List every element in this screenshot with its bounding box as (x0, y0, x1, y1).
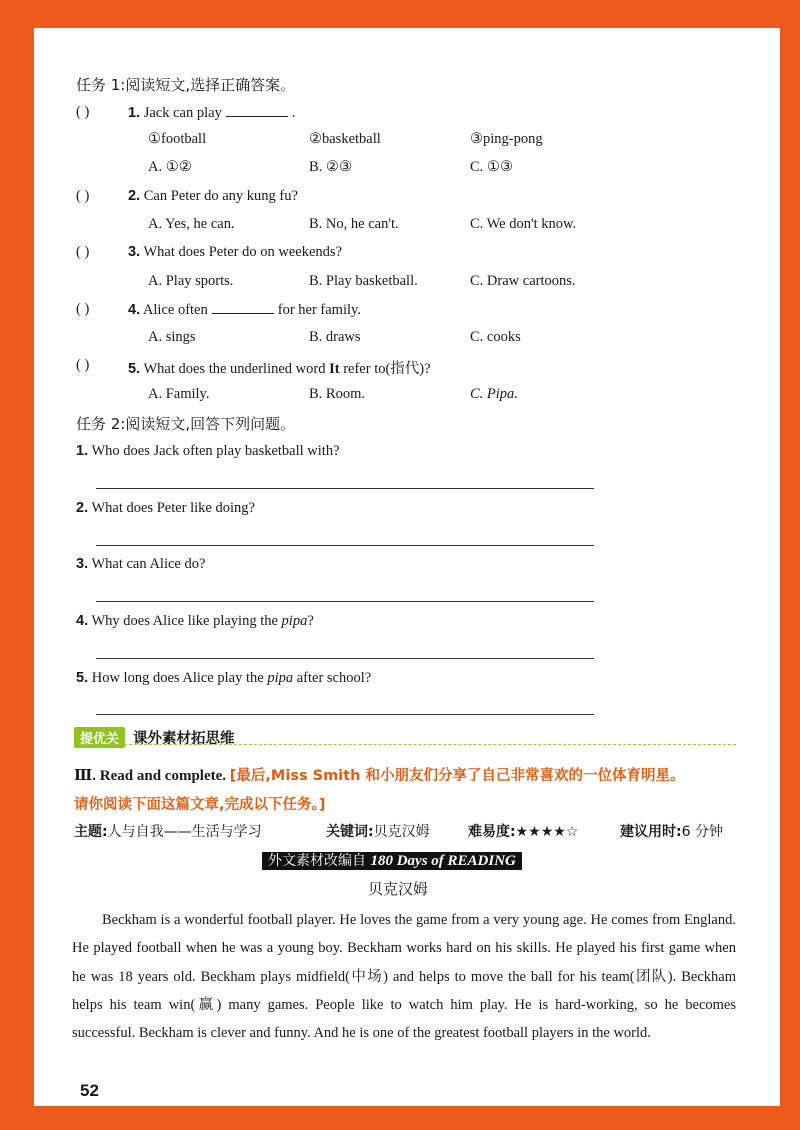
choice: ②basketball (309, 131, 381, 147)
option-c[interactable]: C. Draw cartoons. (470, 273, 576, 289)
mc-question-2: 2. Can Peter do any kung fu? (128, 188, 298, 204)
choice: ③ping-pong (470, 131, 543, 147)
answer-line[interactable] (96, 658, 594, 659)
option-a[interactable]: A. ①② (148, 159, 192, 175)
instruction-line-2: 请你阅读下面这篇文章,完成以下任务。] (74, 797, 326, 813)
meta-keyword: 关键词:贝克汉姆 (326, 824, 430, 840)
fill-blank[interactable] (212, 301, 274, 314)
mc-question-1: 1. Jack can play . (128, 105, 296, 121)
task2-title: 任务 2:阅读短文,回答下列问题。 (76, 415, 296, 433)
level-badge: 提优关 (74, 727, 125, 748)
answer-paren[interactable]: ( ) (76, 244, 90, 260)
option-c[interactable]: C. ①③ (470, 159, 513, 175)
mc-question-5: 5. What does the underlined word It refer to(指代)? (128, 361, 431, 377)
answer-line[interactable] (96, 601, 594, 602)
open-question-5: 5. How long does Alice play the pipa after school? (76, 670, 372, 686)
fill-blank[interactable] (226, 104, 288, 117)
option-a[interactable]: A. Yes, he can. (148, 216, 235, 232)
answer-paren[interactable]: ( ) (76, 188, 90, 204)
choice: ①football (148, 131, 207, 147)
option-c[interactable]: C. Pipa. (470, 386, 518, 402)
answer-paren[interactable]: ( ) (76, 301, 90, 317)
open-question-2: 2. What does Peter like doing? (76, 500, 255, 516)
answer-paren[interactable]: ( ) (76, 104, 90, 120)
answer-line[interactable] (96, 545, 594, 546)
option-b[interactable]: B. No, he can't. (309, 216, 399, 232)
mc-question-3: 3. What does Peter do on weekends? (128, 244, 342, 260)
answer-line[interactable] (96, 714, 594, 715)
article-title: 贝克汉姆 (368, 880, 429, 898)
task1-title: 任务 1:阅读短文,选择正确答案。 (76, 76, 296, 94)
instruction: [最后,Miss Smith 和小朋友们分享了自己非常喜欢的一位体育明星。 (229, 768, 685, 784)
option-b[interactable]: B. Room. (309, 386, 365, 402)
open-question-1: 1. Who does Jack often play basketball with? (76, 443, 340, 459)
answer-paren[interactable]: ( ) (76, 357, 90, 373)
page-border-top (0, 0, 800, 28)
option-a[interactable]: A. sings (148, 329, 196, 345)
badge-caption: 课外素材拓思维 (133, 731, 235, 747)
section3-heading: Ⅲ. Read and complete. [最后,Miss Smith 和小朋友们分享了自己非常喜欢的一位体育明星。 (74, 768, 685, 784)
reading-passage: Beckham is a wonderful football player. He loves the game from a very young age. He comes from England. He played football when he was a young boy. Beckham works hard on his skills. He played his first game when he was 18 years old. Beckham plays midfield(中场) and helps to move the ball for his team(团队). Beckham helps his team win(赢) many games. People like to watch him play. He is hard-working, so he becomes successful. Beckham is clever and funny. And he is one of the greatest football players in the world. (72, 912, 736, 1042)
meta-time: 建议用时:6 分钟 (620, 824, 723, 840)
mc-question-4: 4. Alice often for her family. (128, 302, 361, 318)
meta-row: 主题:人与自我——生活与学习 (74, 824, 262, 840)
answer-line[interactable] (96, 488, 594, 489)
open-question-3: 3. What can Alice do? (76, 556, 206, 572)
section-divider (74, 744, 736, 745)
page-number: 52 (80, 1081, 99, 1100)
page-border-right (780, 0, 800, 1130)
option-c[interactable]: C. We don't know. (470, 216, 577, 232)
page-border-left (0, 0, 34, 1130)
page-border-bottom (0, 1106, 800, 1130)
source-banner: 外文素材改编自 180 Days of READING (262, 850, 522, 870)
option-b[interactable]: B. draws (309, 329, 361, 345)
option-b[interactable]: B. Play basketball. (309, 273, 418, 289)
option-a[interactable]: A. Family. (148, 386, 210, 402)
meta-difficulty: 难易度:★★★★☆ (468, 824, 579, 840)
option-a[interactable]: A. Play sports. (148, 273, 234, 289)
open-question-4: 4. Why does Alice like playing the pipa? (76, 613, 314, 629)
option-c[interactable]: C. cooks (470, 329, 521, 345)
option-b[interactable]: B. ②③ (309, 159, 352, 175)
